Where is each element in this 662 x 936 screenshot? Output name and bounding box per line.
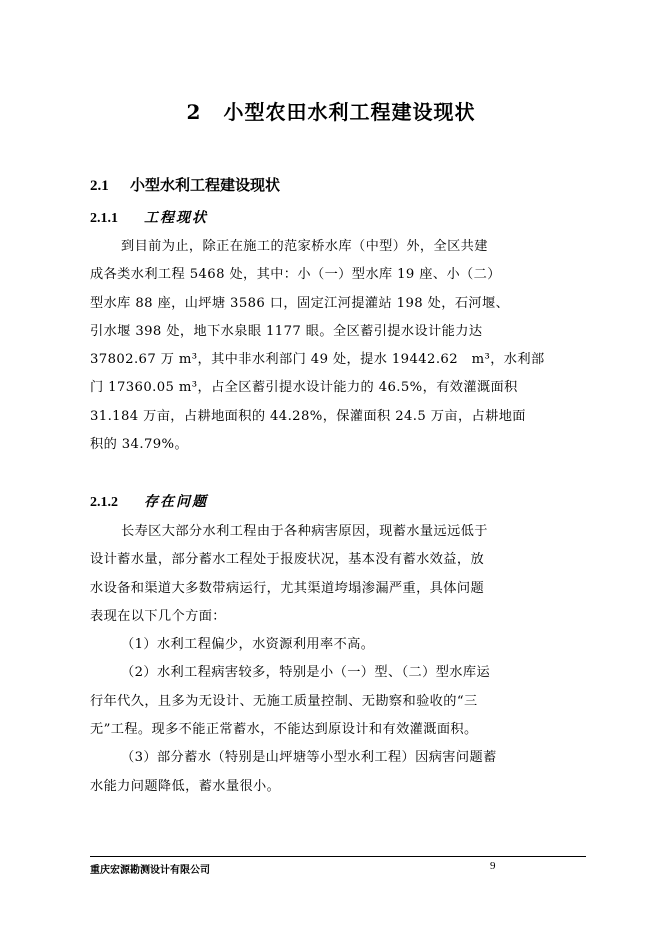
text-line: 31.184 万亩，占耕地面积的 44.28%，保灌面积 24.5 万亩，占耕地面 (90, 408, 526, 424)
text-line: 37802.67 万 m³，其中非水利部门 49 处，提水 19442.62 m³，水利部 (90, 352, 545, 368)
text-line: 引水堰 398 处，地下水泉眼 1177 眼。全区蓄引提水设计能力达 (90, 323, 483, 339)
subsection-title: 存在问题 (144, 494, 208, 510)
list-item: （2）水利工程病害较多，特别是小（一）型、（二）型水库运 (121, 665, 491, 681)
list-item: （1）水利工程偏少，水资源利用率不高。 (121, 637, 375, 653)
text-line: 型水库 88 座，山坪塘 3586 口，固定江河提灌站 198 处，石河堰、 (90, 295, 510, 311)
subsection-number: 2.1.2 (90, 495, 118, 510)
text-line: 成各类水利工程 5468 处，其中：小（一）型水库 19 座、小（二） (90, 267, 501, 283)
text-line: 表现在以下几个方面： (90, 608, 226, 624)
text-line: 门 17360.05 m³，占全区蓄引提水设计能力的 46.5%，有效灌溉面积 (90, 380, 518, 396)
text-line: 积的 34.79%。 (90, 437, 189, 453)
paragraph-existing-problems (90, 518, 574, 801)
section-number: 2.1 (90, 178, 109, 194)
text-line: 设计蓄水量，部分蓄水工程处于报废状况，基本没有蓄水效益，放 (90, 552, 485, 568)
footer-divider (90, 856, 586, 857)
chapter-title-text: 小型农田水利工程建设现状 (223, 100, 476, 124)
chapter-title (0, 96, 662, 125)
text-line: 水能力问题降低，蓄水量很小。 (90, 778, 281, 794)
text-line: 行年代久，且多为无设计、无施工质量控制、无勘察和验收的“三 (90, 693, 478, 709)
chapter-number: 2 (186, 100, 202, 124)
paragraph-project-status (90, 233, 574, 459)
text-line: 无”工程。现多不能正常蓄水，不能达到原设计和有效灌溉面积。 (90, 722, 478, 738)
subsection-heading-1 (90, 207, 208, 227)
footer-company: 重庆宏源勘测设计有限公司 (90, 865, 210, 876)
subsection-number: 2.1.1 (90, 211, 118, 226)
section-heading (90, 174, 280, 195)
section-title: 小型水利工程建设现状 (130, 176, 281, 194)
subsection-heading-2 (90, 491, 208, 511)
page-number: 9 (490, 860, 496, 872)
text-line: 到目前为止，除正在施工的范家桥水库（中型）外，全区共建 (121, 239, 488, 254)
list-item: （3）部分蓄水（特别是山坪塘等小型水利工程）因病害问题蓄 (121, 750, 497, 766)
text-line: 长寿区大部分水利工程由于各种病害原因，现蓄水量远远低于 (121, 524, 488, 539)
text-line: 水设备和渠道大多数带病运行，尤其渠道垮塌渗漏严重，具体问题 (90, 580, 485, 596)
subsection-title: 工程现状 (144, 210, 208, 226)
